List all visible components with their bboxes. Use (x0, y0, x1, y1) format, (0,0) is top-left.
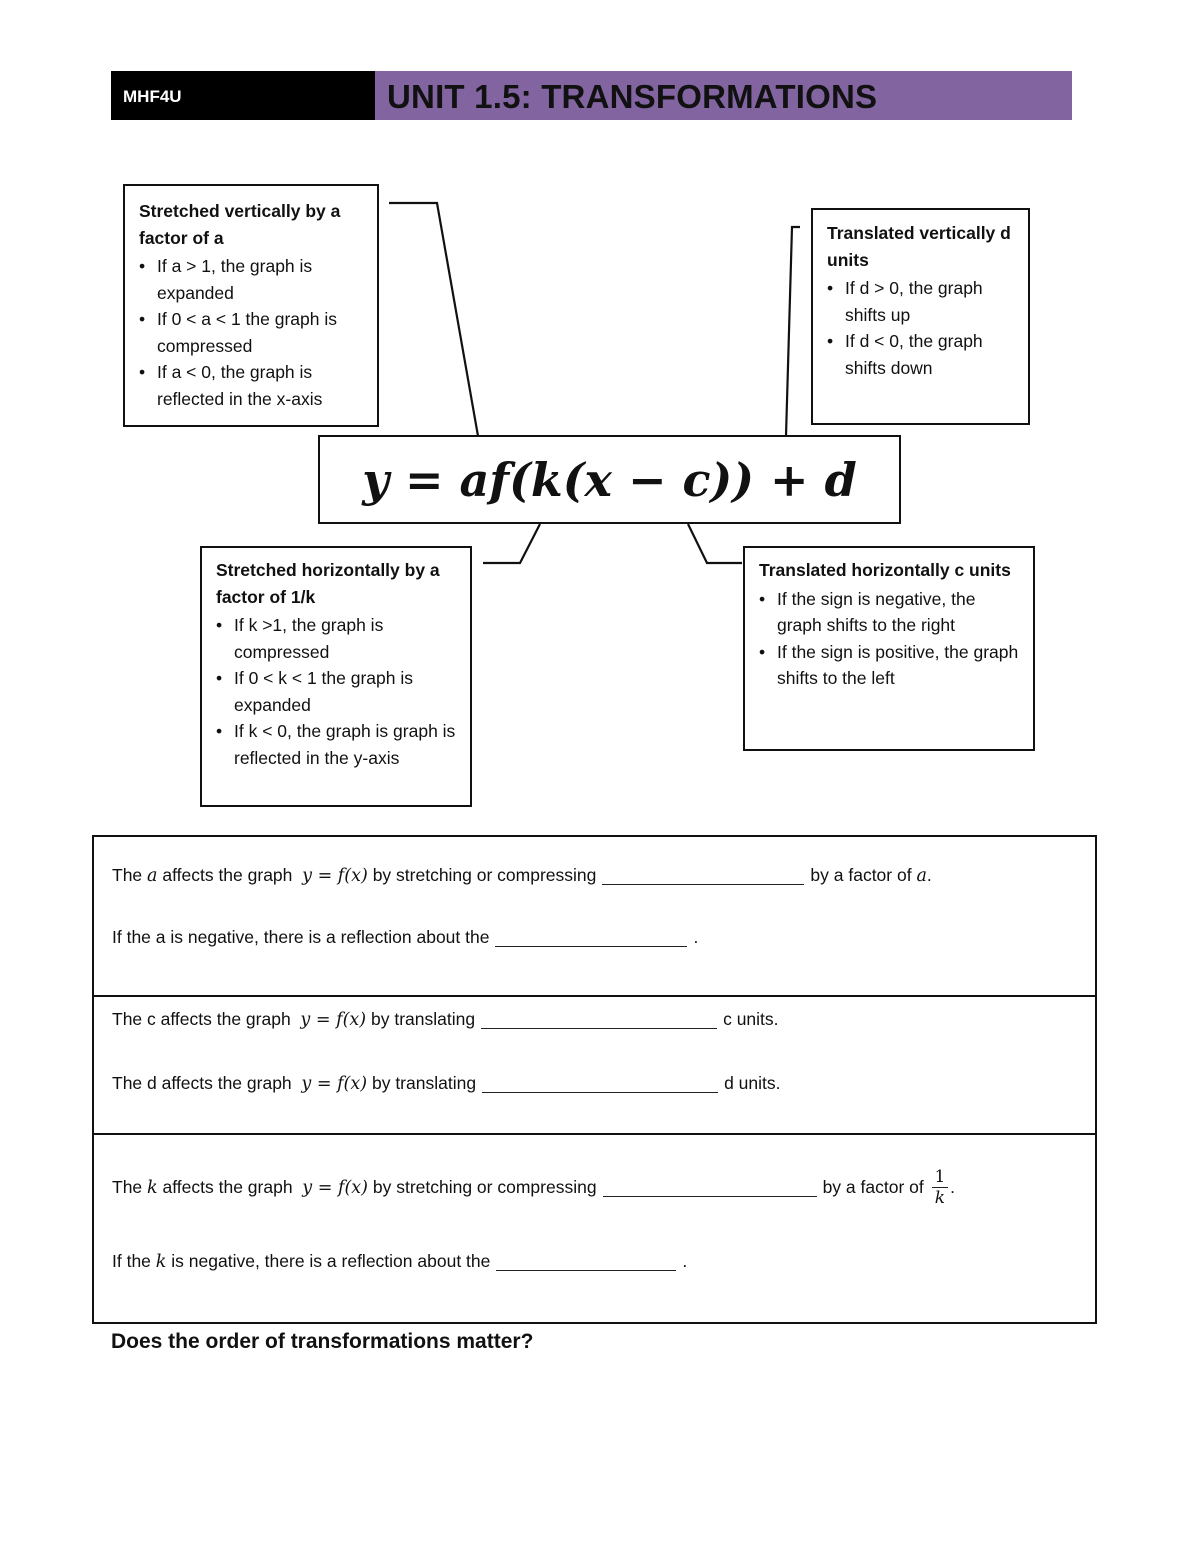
callout-item: • If k >1, the graph is compressed (216, 612, 462, 665)
k-reflection-line: If the k is negative, there is a reflection about the . (112, 1251, 688, 1272)
a-reflection-line: If the a is negative, there is a reflection about the . (112, 927, 699, 947)
fx-expression: y = f(x) (300, 1009, 367, 1030)
fx-expression: y = f(x) (302, 1177, 368, 1198)
answer-blank[interactable] (495, 928, 687, 947)
callout-item: • If 0 < k < 1 the graph is expanded (216, 665, 462, 718)
callout-horizontal-translation (743, 546, 1035, 751)
course-code: MHF4U (111, 71, 375, 120)
answer-blank[interactable] (602, 866, 804, 885)
answer-blank[interactable] (603, 1178, 817, 1197)
callout-vertical-translation (811, 208, 1030, 425)
callout-title: Translated vertically d units (827, 223, 1011, 270)
a-question-line: The a affects the graph y = f(x) by stretching or compressing by a factor of a . (112, 865, 932, 886)
c-question-line: The c affects the graph y = f(x) by translating c units. (112, 1009, 779, 1030)
callout-title: Translated horizontally c units (759, 560, 1011, 580)
connector-a (389, 203, 478, 436)
callout-item: • If a < 0, the graph is reflected in the x-axis (139, 359, 369, 412)
worksheet-panel-c-d (92, 995, 1097, 1135)
callout-item: • If d > 0, the graph shifts up (827, 275, 1020, 328)
connector-k (483, 524, 540, 563)
unit-title: UNIT 1.5: TRANSFORMATIONS (375, 71, 1072, 120)
answer-blank[interactable] (481, 1010, 717, 1029)
d-question-line: The d affects the graph y = f(x) by translating d units. (112, 1073, 781, 1094)
connector-d (786, 227, 800, 436)
fx-expression: y = f(x) (302, 865, 368, 886)
worksheet-panel-a (92, 835, 1097, 997)
callout-item: • If the sign is positive, the graph shifts to the left (759, 639, 1025, 692)
fx-expression: y = f(x) (301, 1073, 368, 1094)
one-over-k-fraction: $\frac{1}{k}$ (932, 1167, 948, 1208)
answer-blank[interactable] (482, 1074, 718, 1093)
connector-c (688, 524, 742, 563)
callout-item: • If d < 0, the graph shifts down (827, 328, 1020, 381)
callout-item: • If a > 1, the graph is expanded (139, 253, 369, 306)
callout-item: • If 0 < a < 1 the graph is compressed (139, 306, 369, 359)
callout-item: • If the sign is negative, the graph shifts to the right (759, 586, 1025, 639)
callout-title: Stretched vertically by a factor of a (139, 201, 341, 248)
k-question-line: The k affects the graph y = f(x) by stretching or compressing by a factor of $\frac{1}{k}$ . (112, 1167, 955, 1208)
callout-item: • If k < 0, the graph is graph is reflected in the y-axis (216, 718, 462, 771)
order-question: Does the order of transformations matter? (111, 1330, 534, 1353)
callout-title: Stretched horizontally by a factor of 1/k (216, 560, 440, 607)
worksheet-panel-k (92, 1133, 1097, 1324)
answer-blank[interactable] (496, 1252, 676, 1271)
callout-horizontal-stretch (200, 546, 472, 807)
callout-vertical-stretch (123, 184, 379, 427)
transformation-formula: y = af(k(x − c)) + d (318, 435, 901, 524)
